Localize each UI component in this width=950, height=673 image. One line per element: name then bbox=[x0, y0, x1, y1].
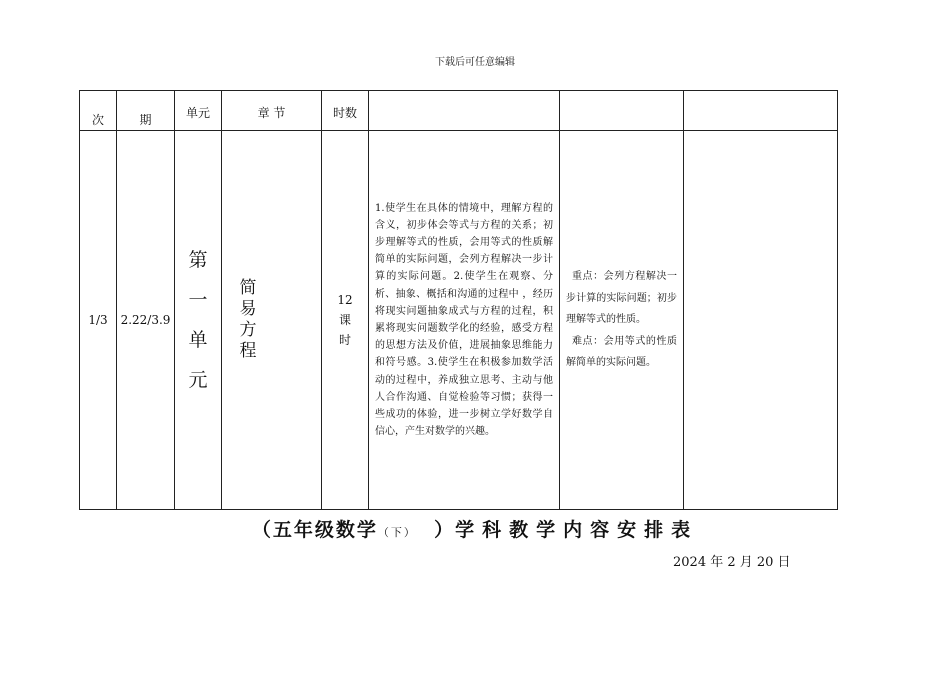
header-keys bbox=[560, 91, 684, 131]
unit-char: 第 bbox=[188, 249, 208, 271]
header-row bbox=[80, 91, 838, 131]
goals-cell: 1.使学生在具体的情境中，理解方程的含义，初步体会等式与方程的关系；初步理解等式的性质，会用等式的性质解简单的实际问题，会列方程解决一步计算的实际问题。2.使学生在观察、分析、抽象、概括和沟通的过程中 ，经历将现实问题抽象成式与方程的过程，积累将现实问题数学化的经验，感受方程的思想方法及价值，进展抽象思维能力和符号感。3.使学生在积极参加数学活动的过程中，养成独立思考、主动与他人合作沟通、自觉检验等习惯；获得一些成功的体验，进一步树立学好数学自信心，产生对数学的兴趣。 bbox=[369, 131, 560, 510]
hours-cell bbox=[322, 131, 369, 510]
title-open-paren: （ bbox=[251, 519, 273, 541]
unit-char: 单 bbox=[188, 329, 208, 351]
header-week: 次 bbox=[80, 91, 117, 131]
title-close-paren: ） bbox=[434, 519, 456, 541]
chapter-cell bbox=[222, 131, 322, 510]
header-goals bbox=[369, 91, 560, 131]
period-cell: 2.22/3.9 bbox=[117, 131, 175, 510]
week-cell: 1/3 bbox=[80, 131, 117, 510]
chapter-char: 方 bbox=[239, 320, 257, 340]
difficulty: 难点：会用等式的性质解简单的实际问题。 bbox=[566, 335, 677, 369]
hours-line: 课 bbox=[338, 313, 351, 327]
chapter-char: 易 bbox=[239, 299, 257, 319]
schedule-table bbox=[79, 90, 838, 510]
chapter-char: 简 bbox=[239, 278, 257, 298]
header-unit: 单元 bbox=[175, 91, 222, 131]
keys-cell bbox=[560, 131, 684, 510]
hours-line: 12 bbox=[337, 293, 353, 307]
title-rest: 学科教学内容安排表 bbox=[455, 519, 699, 541]
title-sub: （下） bbox=[377, 526, 417, 539]
key-point: 重点：会列方程解决一步计算的实际问题；初步理解等式的性质。 bbox=[566, 271, 677, 326]
chapter-char: 程 bbox=[239, 341, 257, 361]
header-notes bbox=[684, 91, 838, 131]
header-period: 期 bbox=[117, 91, 175, 131]
table-row bbox=[80, 131, 838, 510]
title-main: 五年级数学 bbox=[272, 519, 378, 541]
header-note: 下载后可任意编辑 bbox=[435, 57, 515, 68]
unit-char: 一 bbox=[188, 289, 208, 311]
notes-cell bbox=[684, 131, 838, 510]
unit-char: 元 bbox=[188, 369, 208, 391]
page-title bbox=[0, 515, 950, 542]
header-hours: 时数 bbox=[322, 91, 369, 131]
unit-cell bbox=[175, 131, 222, 510]
document-date: 2024 年 2 月 20 日 bbox=[673, 555, 791, 570]
hours-line: 时 bbox=[338, 333, 351, 347]
header-chapter: 章 节 bbox=[222, 91, 322, 131]
